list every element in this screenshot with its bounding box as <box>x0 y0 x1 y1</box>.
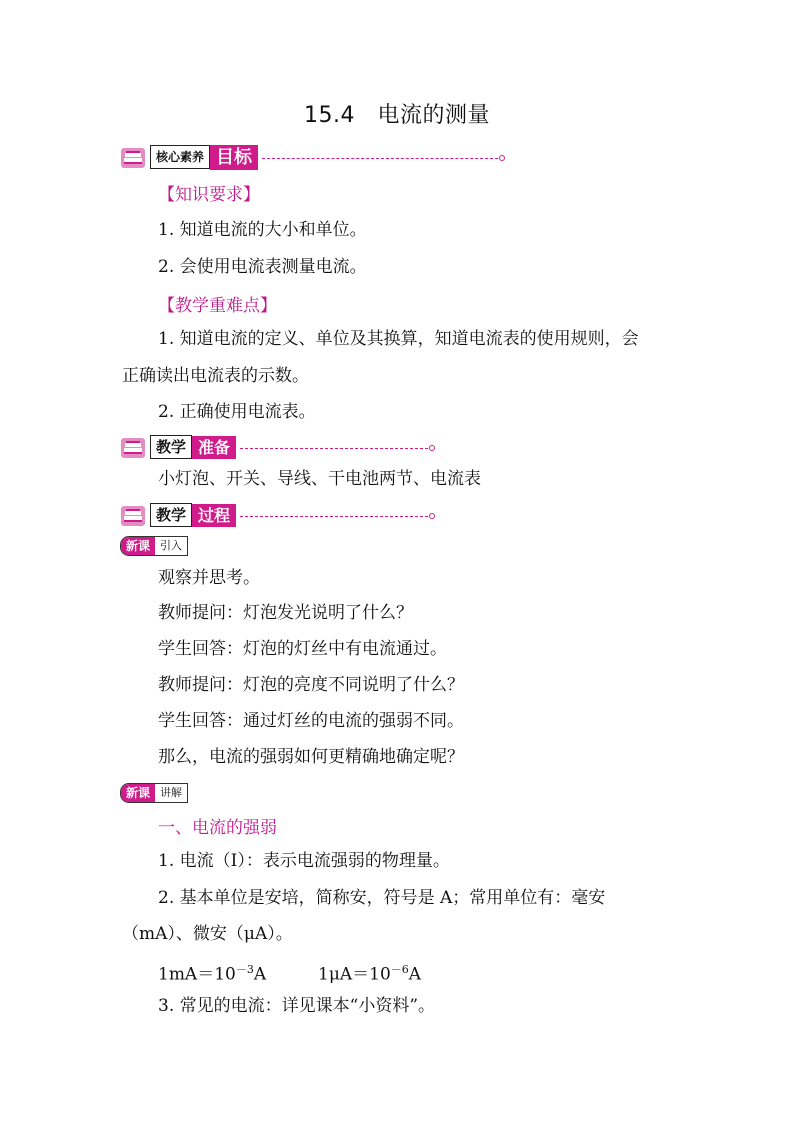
difficulty-item: 1. 知道电流的定义、单位及其换算，知道电流表的使用规则，会 <box>158 329 639 349</box>
difficulty-heading: 【教学重难点】 <box>158 296 277 316</box>
knowledge-item: 2. 会使用电流表测量电流。 <box>158 257 367 277</box>
explain-item-continued: （mA）、微安（μA）。 <box>122 924 293 944</box>
intro-tag <box>120 536 188 556</box>
formula-base: 1mA＝10 <box>158 964 236 985</box>
section-header-process <box>120 502 435 528</box>
divider-end-dot <box>429 445 435 451</box>
books-icon <box>120 145 146 169</box>
knowledge-heading: 【知识要求】 <box>158 185 260 205</box>
books-icon <box>120 503 146 527</box>
intro-tag-right: 引入 <box>155 537 187 555</box>
intro-line: 学生回答：灯泡的灯丝中有电流通过。 <box>158 639 447 659</box>
explain-item: 1. 电流（I）：表示电流强弱的物理量。 <box>158 851 450 871</box>
explain-tag <box>120 783 188 803</box>
formula-exponent: －6 <box>390 963 409 976</box>
intro-tag-left: 新课 <box>121 537 155 555</box>
section-label: 教学 <box>150 435 192 459</box>
section-header-prep <box>120 434 435 460</box>
difficulty-item: 2. 正确使用电流表。 <box>158 402 316 422</box>
section-divider <box>240 516 428 517</box>
formula-unit: A <box>408 964 422 985</box>
books-icon <box>120 435 146 459</box>
prep-materials: 小灯泡、开关、导线、干电池两节、电流表 <box>158 469 481 489</box>
section-header-goals <box>120 144 505 170</box>
divider-end-dot <box>429 513 435 519</box>
section-label: 教学 <box>150 503 192 527</box>
section-divider <box>240 448 428 449</box>
formula-ua <box>318 958 421 987</box>
section-divider <box>262 158 498 159</box>
explain-item: 3. 常见的电流：详见课本“小资料”。 <box>158 996 436 1016</box>
page-title: 15.4 电流的测量 <box>304 103 490 128</box>
formula-unit: A <box>253 964 267 985</box>
formula-base: 1μA＝10 <box>318 964 391 985</box>
section-label: 核心素养 <box>150 145 210 169</box>
knowledge-item: 1. 知道电流的大小和单位。 <box>158 220 367 240</box>
formula-exponent: －3 <box>235 963 254 976</box>
intro-line: 教师提问：灯泡发光说明了什么？ <box>158 603 413 623</box>
intro-line: 观察并思考。 <box>158 568 260 588</box>
formula-ma <box>158 958 266 987</box>
explain-tag-left: 新课 <box>121 784 155 802</box>
intro-line: 学生回答：通过灯丝的电流的强弱不同。 <box>158 711 464 731</box>
difficulty-item-continued: 正确读出电流表的示数。 <box>122 366 309 386</box>
section-label-highlight: 过程 <box>192 504 236 527</box>
section-label-highlight: 准备 <box>192 436 236 459</box>
section-label-highlight: 目标 <box>210 145 258 170</box>
intro-line: 教师提问：灯泡的亮度不同说明了什么？ <box>158 675 464 695</box>
explain-tag-right: 讲解 <box>155 784 187 802</box>
explain-item: 2. 基本单位是安培，简称安，符号是 A；常用单位有：毫安 <box>158 888 606 908</box>
explain-heading: 一、电流的强弱 <box>158 818 277 838</box>
intro-line: 那么，电流的强弱如何更精确地确定呢？ <box>158 747 464 767</box>
divider-end-dot <box>499 155 505 161</box>
